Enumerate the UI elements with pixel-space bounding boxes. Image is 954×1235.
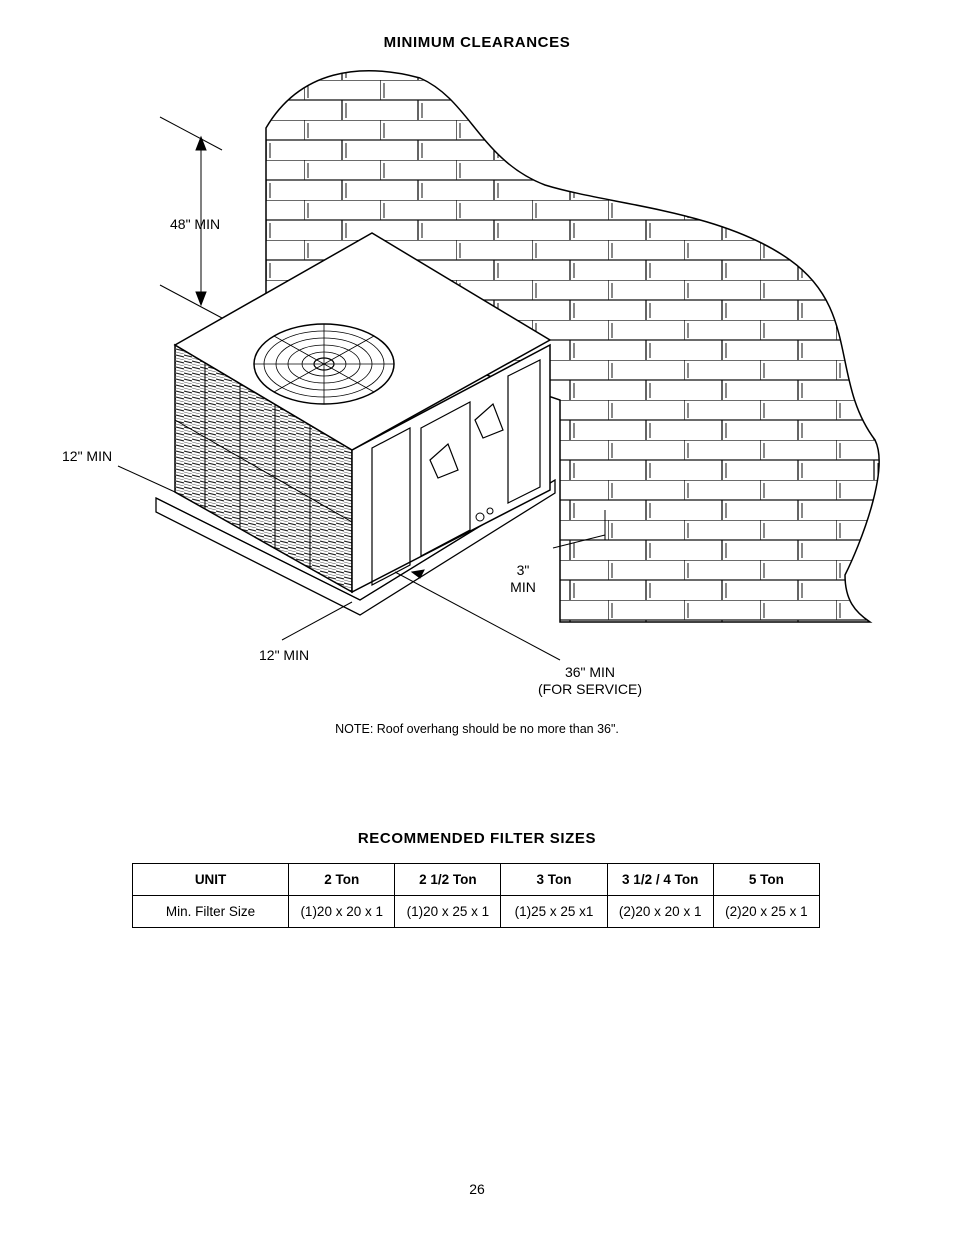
header-cell: 2 Ton: [289, 864, 395, 896]
roof-overhang-note: NOTE: Roof overhang should be no more than 36".: [335, 722, 619, 736]
label-36-min-line1: 36" MIN: [564, 664, 616, 680]
label-3-min-line1: 3": [516, 562, 530, 578]
page-number: 26: [469, 1181, 485, 1197]
header-cell: 3 Ton: [501, 864, 607, 896]
label-12-min-bottom: 12" MIN: [259, 647, 310, 663]
header-cell: 3 1/2 / 4 Ton: [607, 864, 713, 896]
label-36-min: [520, 664, 660, 698]
table-cell: (2)20 x 25 x 1: [713, 896, 819, 928]
table-cell: (1)20 x 25 x 1: [395, 896, 501, 928]
table-header-row: [133, 864, 820, 896]
header-cell: 2 1/2 Ton: [395, 864, 501, 896]
table-cell: (1)20 x 20 x 1: [289, 896, 395, 928]
label-36-min-line2: (FOR SERVICE): [538, 681, 642, 697]
filter-sizes-table: [132, 863, 820, 928]
fan-grille: [254, 324, 394, 404]
label-12-min-left: 12" MIN: [62, 448, 113, 464]
figure-title: MINIMUM CLEARANCES: [383, 34, 571, 51]
label-3-min-line2: MIN: [510, 579, 536, 595]
row-label: Min. Filter Size: [133, 896, 289, 928]
header-cell: UNIT: [133, 864, 289, 896]
table-cell: (1)25 x 25 x1: [501, 896, 607, 928]
label-3-min: [508, 562, 538, 596]
table-cell: (2)20 x 20 x 1: [607, 896, 713, 928]
table-row: [133, 896, 820, 928]
header-cell: 5 Ton: [713, 864, 819, 896]
filter-table-title: RECOMMENDED FILTER SIZES: [357, 830, 597, 847]
label-48-min: 48" MIN: [170, 216, 221, 232]
